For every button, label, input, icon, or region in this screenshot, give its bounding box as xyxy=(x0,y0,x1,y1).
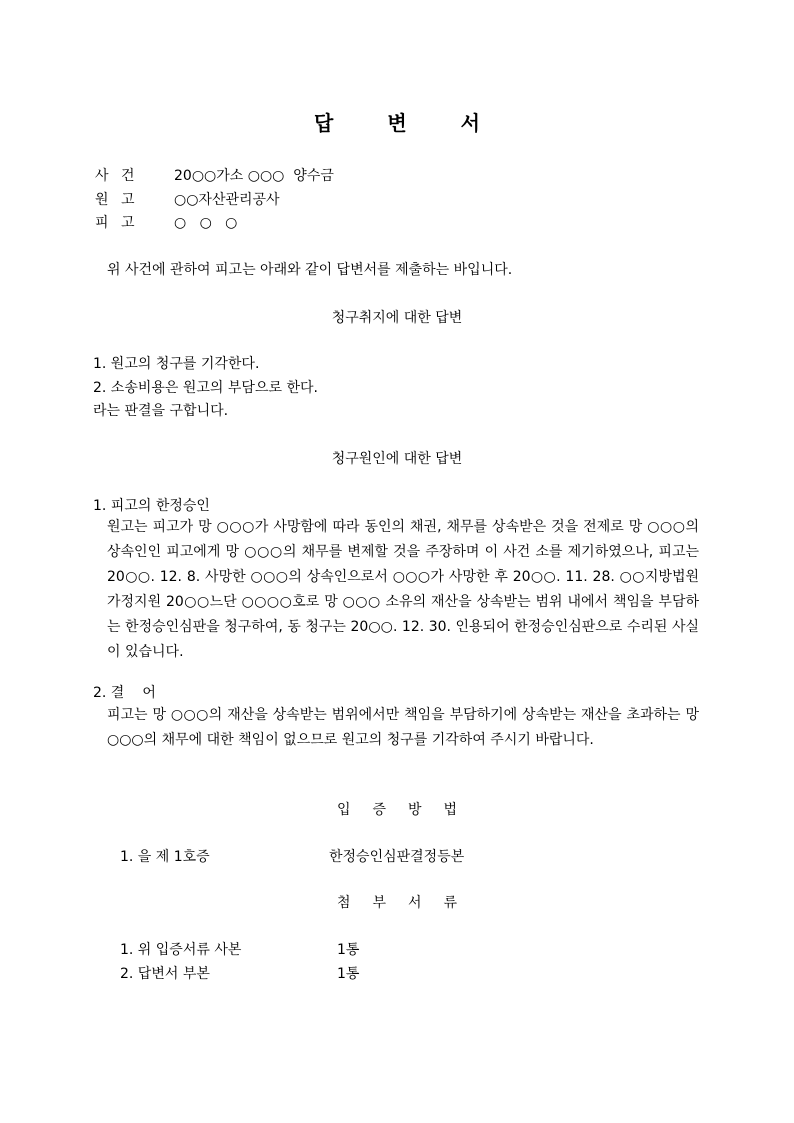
case-value: 20○○가소 ○○○ 양수금 xyxy=(174,168,334,184)
section-heading: 2. 결 어 xyxy=(93,685,156,701)
attachment-item-value: 1통 xyxy=(337,942,360,958)
claim-closing: 라는 판결을 구합니다. xyxy=(93,403,229,419)
plaintiff-label: 원 고 xyxy=(95,192,135,208)
document-title xyxy=(0,113,794,133)
case-label: 사 건 xyxy=(95,168,135,184)
attachment-item-value: 1통 xyxy=(337,966,360,982)
intro-text: 위 사건에 관하여 피고는 아래와 같이 답변서를 제출하는 바입니다. xyxy=(107,262,513,278)
attachment-item-label: 2. 답변서 부본 xyxy=(120,966,210,982)
title-char: 답 xyxy=(314,111,334,135)
claim-item: 2. 소송비용은 원고의 부담으로 한다. xyxy=(93,380,318,396)
plaintiff-value: ○○자산관리공사 xyxy=(174,192,280,208)
evidence-item-value: 한정승인심판결정등본 xyxy=(329,849,465,865)
section-body: 피고는 망 ○○○의 재산을 상속받는 범위에서만 책임을 부담하기에 상속받는 재산을 초과하는 망 ○○○의 채무에 대한 책임이 없으므로 원고의 청구를 기각하여 주시기 바랍니다. xyxy=(107,707,699,748)
evidence-item-label: 1. 을 제 1호증 xyxy=(120,849,210,865)
evidence-heading: 입 증 방 법 xyxy=(336,802,458,818)
defendant-label: 피 고 xyxy=(95,215,135,231)
defendant-value: ○ ○ ○ xyxy=(174,215,238,231)
attachment-item-label: 1. 위 입증서류 사본 xyxy=(120,942,242,958)
claim-purpose-heading: 청구취지에 대한 답변 xyxy=(331,310,463,326)
title-char: 서 xyxy=(460,111,480,135)
title-char: 변 xyxy=(387,111,407,135)
section-body: 원고는 피고가 망 ○○○가 사망함에 따라 동인의 채권, 채무를 상속받은 것을 전제로 망 ○○○의 상속인인 피고에게 망 ○○○의 채무를 변제할 것을 주장하며 이 사건 소를 제기하였으나, 피고는 20○○. 12. 8. 사망한 ○○○의 상속인으로서 ○○○가 사망한 후 20○○. 11. 28. ○○지방법원 가정지원 20○○느단 ○○○○호로 망 ○○○ 소유의 재산을 상속받는 범위 내에서 책임을 부담하는 한정승인심판을 청구하여, 동 청구는 20○○. 12. 30. 인용되어 한정승인심판으로 수리된 사실이 있습니다. xyxy=(107,519,699,660)
section-heading: 1. 피고의 한정승인 xyxy=(93,498,210,514)
claim-cause-heading: 청구원인에 대한 답변 xyxy=(331,451,463,467)
attachments-heading: 첨 부 서 류 xyxy=(336,895,458,911)
claim-item: 1. 원고의 청구를 기각한다. xyxy=(93,356,260,372)
